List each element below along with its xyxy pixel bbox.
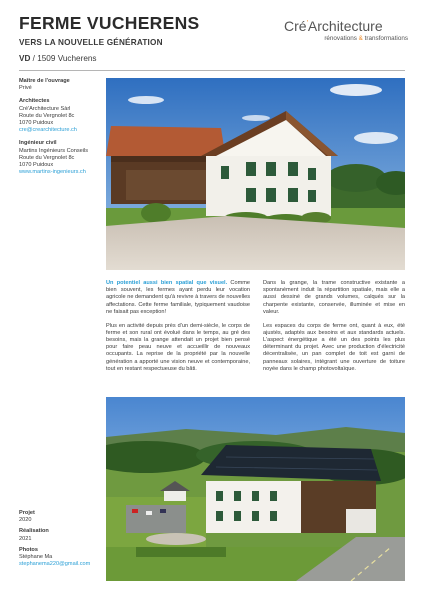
photos-label: Photos <box>19 546 38 553</box>
realisation-value: 2021 <box>19 535 32 542</box>
article-paragraph: Les espaces du corps de ferme ont, quant à eux, été ajustés, adaptés aux besoins et aux standards actuels. L'aspect énergétique a été un des points les plus déterminant du projet. Avec une production d'électricité décentralisée, un pan complet de toit est garni de panneaux solaires, intégrant une ouverture de toiture noyée dans le champ photovoltaïque. <box>263 322 405 372</box>
article-paragraph: Dans la grange, la trame constructive existante a spontanément induit la répartition spatiale, mais elle a aussi dessiné de grands volumes, calqués sur la charpente existante, conservée, illuminée et mise en valeur. <box>263 280 405 315</box>
logo-tagline-b: transformations <box>362 35 408 42</box>
engineer-website-link[interactable]: www.martins-ingenieurs.ch <box>19 169 86 176</box>
article-paragraph <box>106 280 250 316</box>
project-label: Projet <box>19 510 35 516</box>
farmhouse-photo-top <box>106 78 405 270</box>
article-paragraph: Plus en activité depuis près d'un demi-siècle, le corps de ferme et son rural ont évolué dans le temps, au gré des besoins, mais la grange attendait un projet bien pensé pour faire peau neuve et accueillir de nouveaux occupants. La reprise de la propriété par la nouvelle génération a apporté une vision neuve et contemporaine, tout en restant respectueuse du bâti. <box>106 322 250 372</box>
architects-line: 1070 Puidoux <box>19 120 54 127</box>
architects-email-link[interactable]: cre@crearchitecture.ch <box>19 127 77 134</box>
realisation-label: Réalisation <box>19 528 49 535</box>
article-column-right <box>263 280 405 379</box>
page-subtitle: VERS LA NOUVELLE GÉNÉRATION <box>19 38 163 47</box>
location-code: VD <box>19 54 31 63</box>
project-value: 2020 <box>19 517 32 524</box>
architects-line: Route du Vergnolet 8c <box>19 112 75 119</box>
logo-name-prefix: Cré <box>284 18 307 34</box>
header-divider <box>19 70 405 71</box>
engineer-line: 1070 Puidoux <box>19 162 54 169</box>
company-logo <box>284 16 408 42</box>
engineer-line: Route du Vergnolet 8c <box>19 154 75 161</box>
architects-label: Architectes <box>19 98 50 105</box>
farmhouse-photo-aerial <box>106 397 405 581</box>
logo-tagline <box>284 35 408 42</box>
owner-value: Privé <box>19 85 32 92</box>
location-line <box>19 54 97 63</box>
sidebar-credits <box>19 78 101 176</box>
location-text: / 1509 Vucherens <box>30 54 97 63</box>
engineer-label: Ingénieur civil <box>19 140 57 147</box>
logo-name-suffix: Architecture <box>307 18 383 34</box>
logo-wordmark <box>284 16 408 34</box>
photographer-email-link[interactable]: stephanema220@gmail.com <box>19 561 91 568</box>
logo-tagline-amp: & <box>358 35 363 42</box>
photos-value: Stéphane Ma <box>19 554 53 561</box>
sidebar-project-info <box>19 510 101 568</box>
article-column-left <box>106 280 250 379</box>
owner-label: Maître de l'ouvrage <box>19 78 70 84</box>
article-text: Comme bien souvent, les fermes ayant perdu leur vocation agricole ne demandent qu'à revivre à travers de nouvelles affectations. Cette ferme familiale, typiquement vaudoise ne faisait pas exception! <box>106 280 251 315</box>
architects-line: Cré'Architecture Sàrl <box>19 105 71 112</box>
logo-tagline-a: rénovations <box>324 35 359 42</box>
engineer-line: Martins Ingénieurs Conseils <box>19 147 89 154</box>
logo-accent: ' <box>306 20 308 27</box>
article-lead: Un potentiel aussi bien spatial que visuel. <box>106 280 228 286</box>
page-title: FERME VUCHERENS <box>19 13 200 33</box>
